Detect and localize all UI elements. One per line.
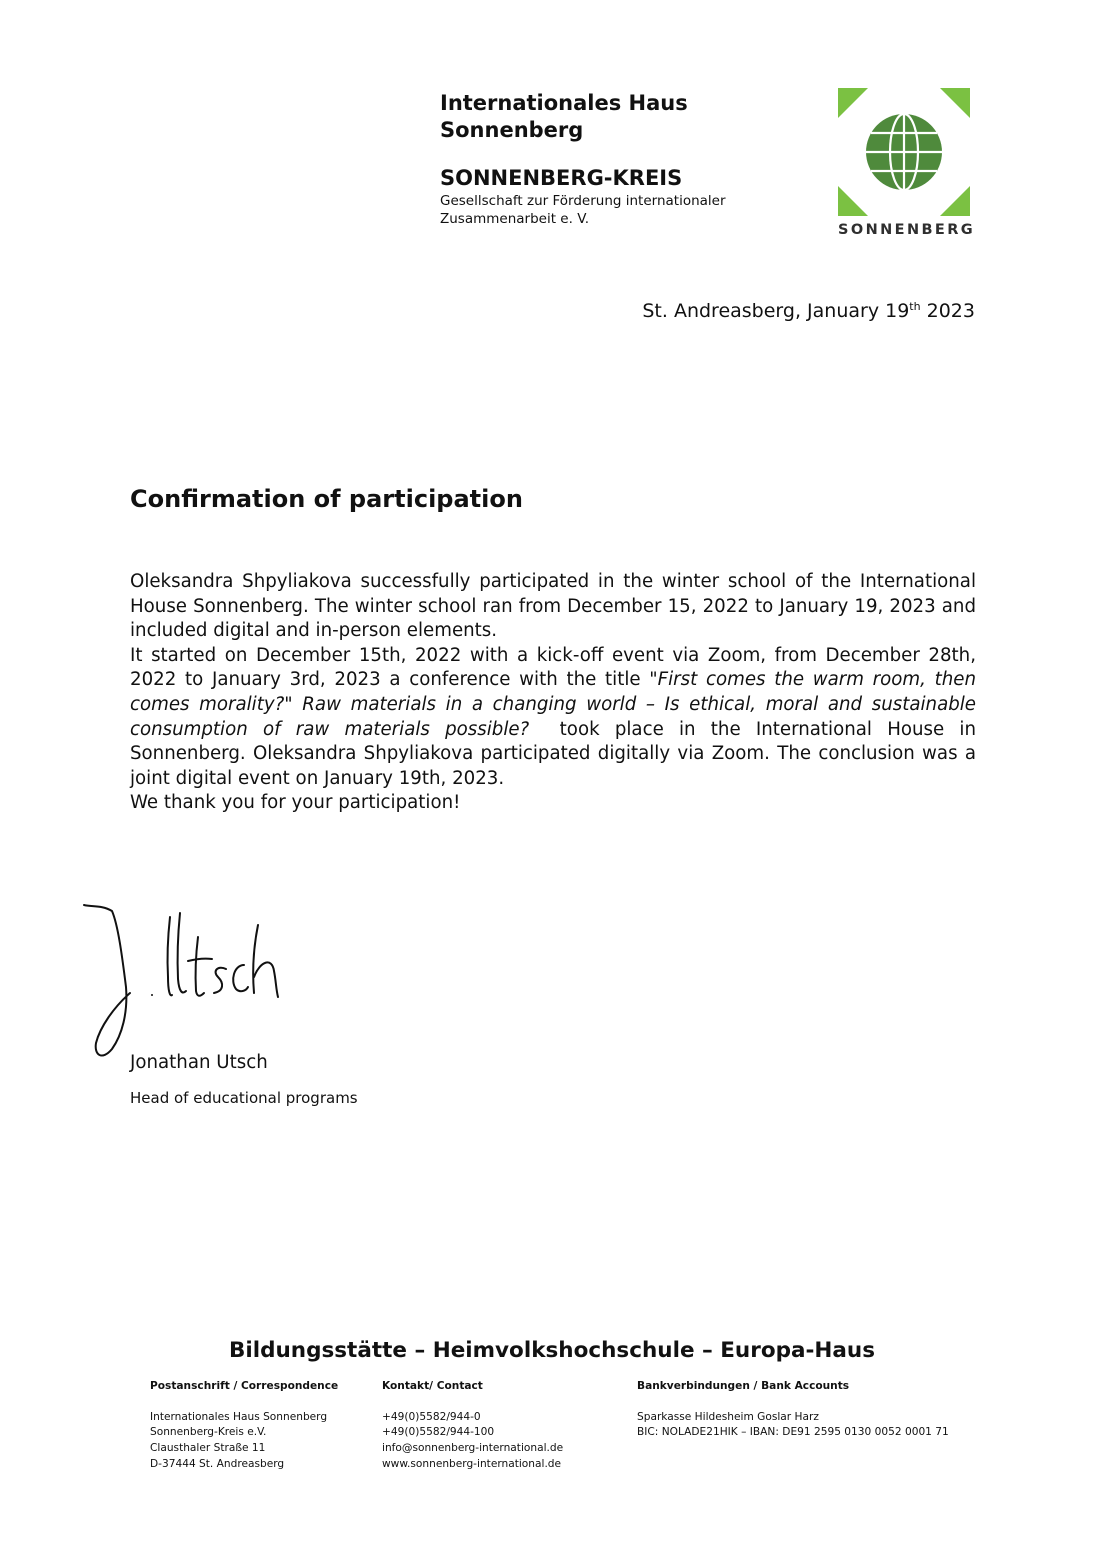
- letter-date: [642, 300, 975, 322]
- postal-line: Internationales Haus Sonnenberg: [150, 1410, 328, 1423]
- postal-heading: Postanschrift / Correspondence: [150, 1380, 339, 1392]
- bank-heading: Bankverbindungen / Bank Accounts: [637, 1380, 850, 1392]
- date-prefix: St. Andreasberg, January 19: [642, 300, 910, 322]
- body-paragraph-3: We thank you for your participation!: [130, 792, 461, 814]
- document-title: Confirmation of participation: [130, 485, 523, 513]
- logo-wordmark: SONNENBERG: [838, 222, 976, 238]
- postal-line: Sonnenberg-Kreis e.V.: [150, 1426, 267, 1439]
- handwritten-signature: [78, 895, 298, 1065]
- letter-body: [130, 570, 982, 816]
- date-superscript: th: [909, 300, 921, 313]
- bank-name: Sparkasse Hildesheim Goslar Harz: [637, 1410, 819, 1423]
- footer-postal-address: [150, 1379, 338, 1473]
- association-title: SONNENBERG-KREIS: [440, 166, 683, 190]
- body-paragraph-1: Oleksandra Shpyliakova successfully participated in the winter school of the International House Sonnenberg. The winter school ran from December 15, 2022 to January 19, 2023 and included digital and in-person elements.: [130, 571, 976, 642]
- postal-line: D-37444 St. Andreasberg: [150, 1457, 285, 1470]
- contact-website: www.sonnenberg-international.de: [382, 1457, 562, 1470]
- signer-role: Head of educational programs: [130, 1089, 358, 1107]
- organization-name-line2: Sonnenberg: [440, 118, 584, 142]
- footer-bank: [637, 1379, 949, 1441]
- globe-icon: [866, 114, 942, 190]
- body-paragraph-2-end: took place in the International House in Sonnenberg. Oleksandra Shpyliakova participated digitally via Zoom. The conclusion was a joint digital event on January 19th, 2023.: [130, 718, 982, 789]
- date-year: 2023: [920, 300, 975, 322]
- organization-name-line1: Internationales Haus: [440, 91, 688, 115]
- body-paragraph-2-start: It started on December 15th, 2022 with a kick-off event via Zoom, from December 28th, 2022 to January 3rd, 2023 a conference with the title: [130, 644, 976, 691]
- signer-name: Jonathan Utsch: [130, 1052, 268, 1073]
- association-subtitle-line2: Zusammenarbeit e. V.: [440, 211, 589, 227]
- postal-line: Clausthaler Straße 11: [150, 1442, 266, 1455]
- sonnenberg-logo: [838, 88, 976, 244]
- contact-heading: Kontakt/ Contact: [382, 1380, 483, 1392]
- body-paragraph-2: [130, 644, 982, 792]
- footer-title: Bildungsstätte – Heimvolkshochschule – Europa-Haus: [228, 1338, 876, 1363]
- association-subtitle: [440, 192, 770, 228]
- bank-codes: BIC: NOLADE21HIK – IBAN: DE91 2595 0130 0052 0001 71: [637, 1426, 949, 1439]
- conference-title: "First comes the warm room, then comes morality?" Raw materials in a changing world – Is ethical, moral and sustainable consumption of raw materials possible?: [130, 669, 976, 740]
- contact-phone: +49(0)5582/944-0: [382, 1410, 481, 1423]
- contact-email: info@sonnenberg-international.de: [382, 1442, 564, 1455]
- footer-contact: [382, 1379, 563, 1473]
- organization-name: [440, 90, 800, 144]
- association-subtitle-line1: Gesellschaft zur Förderung internationaler: [440, 193, 726, 209]
- contact-fax: +49(0)5582/944-100: [382, 1426, 495, 1439]
